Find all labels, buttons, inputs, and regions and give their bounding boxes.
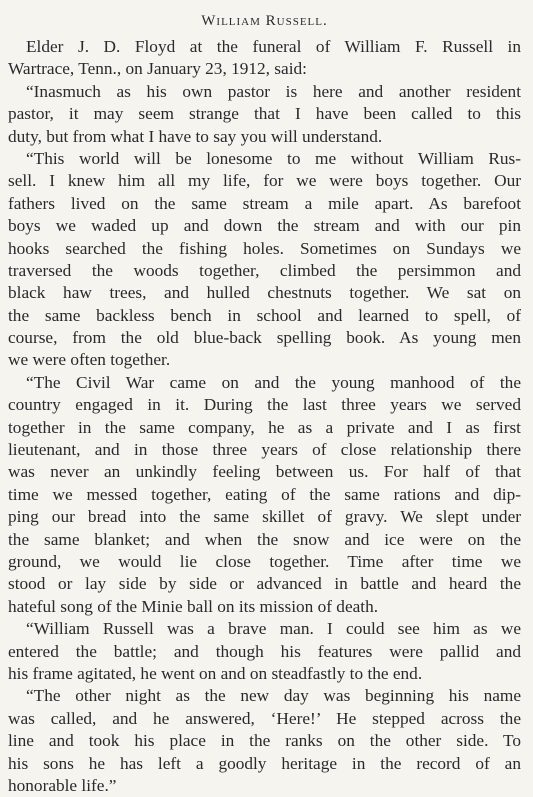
text-line: stood or lay side by side or advanced in battle and heard the	[8, 574, 521, 594]
text-line: was never an unkindly feeling between us. For half of that	[8, 462, 521, 482]
text-line: country engaged in it. During the last three years we served	[8, 395, 521, 415]
text-line: was called, and he answered, ‘Here!’ He stepped across the	[8, 708, 521, 728]
text-line: hateful song of the Minie ball on its mission of death.	[8, 596, 379, 616]
text-line: ground, we would lie close together. Time after time we	[8, 551, 521, 571]
text-line: traversed the woods together, climbed the persimmon and	[8, 260, 521, 280]
text-line: “William Russell was a brave man. I could see him as we	[26, 619, 521, 639]
text-line: boys we waded up and down the stream and with our pin	[8, 216, 521, 236]
text-line: the same blanket; and when the snow and ice were on the	[8, 529, 521, 549]
text-line: “The Civil War came on and the young manhood of the	[26, 372, 521, 392]
text-line: “The other night as the new day was beginning his name	[26, 686, 521, 706]
text-line: “This world will be lonesome to me without William Rus-	[26, 148, 521, 168]
paragraph-4	[8, 618, 521, 685]
text-line: line and took his place in the ranks on the other side. To	[8, 731, 521, 751]
text-line: Elder J. D. Floyd at the funeral of William F. Russell in	[26, 37, 521, 56]
text-line: we were often together.	[8, 350, 171, 370]
text-line: time we messed together, eating of the same rations and dip-	[8, 484, 521, 504]
paragraph-1	[8, 81, 521, 148]
text-line: pastor, it may seem strange that I have been called to this	[8, 104, 521, 124]
text-line: Wartrace, Tenn., on January 23, 1912, said:	[8, 59, 307, 79]
text-line: duty, but from what I have to say you will understand.	[8, 126, 383, 146]
page-title: William Russell.	[201, 13, 328, 29]
text-line: together in the same company, he as a private and I as first	[8, 417, 521, 437]
text-line: black haw trees, and hulled chestnuts together. We sat on	[8, 283, 521, 303]
text-line: honorable life.”	[8, 775, 117, 795]
text-line: the same backless bench in school and learned to spell, of	[8, 305, 521, 325]
text-line: entered the battle; and though his features were pallid and	[8, 641, 521, 661]
text-line: sell. I knew him all my life, for we were boys together. Our	[8, 171, 521, 191]
text-line: lieutenant, and in those three years of close relationship there	[8, 440, 521, 460]
paragraph-5	[8, 685, 521, 797]
paragraph-2	[8, 148, 521, 372]
text-line: his sons he has left a goodly heritage in the record of an	[8, 753, 521, 773]
text-line: “Inasmuch as his own pastor is here and another resident	[26, 81, 521, 101]
text-line: ping our bread into the same skillet of gravy. We slept under	[8, 507, 521, 527]
text-line: fathers lived on the same stream a mile apart. As barefoot	[8, 193, 521, 213]
paragraph-intro	[8, 36, 521, 81]
paragraph-3	[8, 372, 521, 618]
text-line: hooks searched the fishing holes. Sometimes on Sundays we	[8, 238, 521, 258]
text-line: his frame agitated, he went on and on steadfastly to the end.	[8, 663, 423, 683]
text-line: course, from the old blue-back spelling book. As young men	[8, 328, 521, 348]
